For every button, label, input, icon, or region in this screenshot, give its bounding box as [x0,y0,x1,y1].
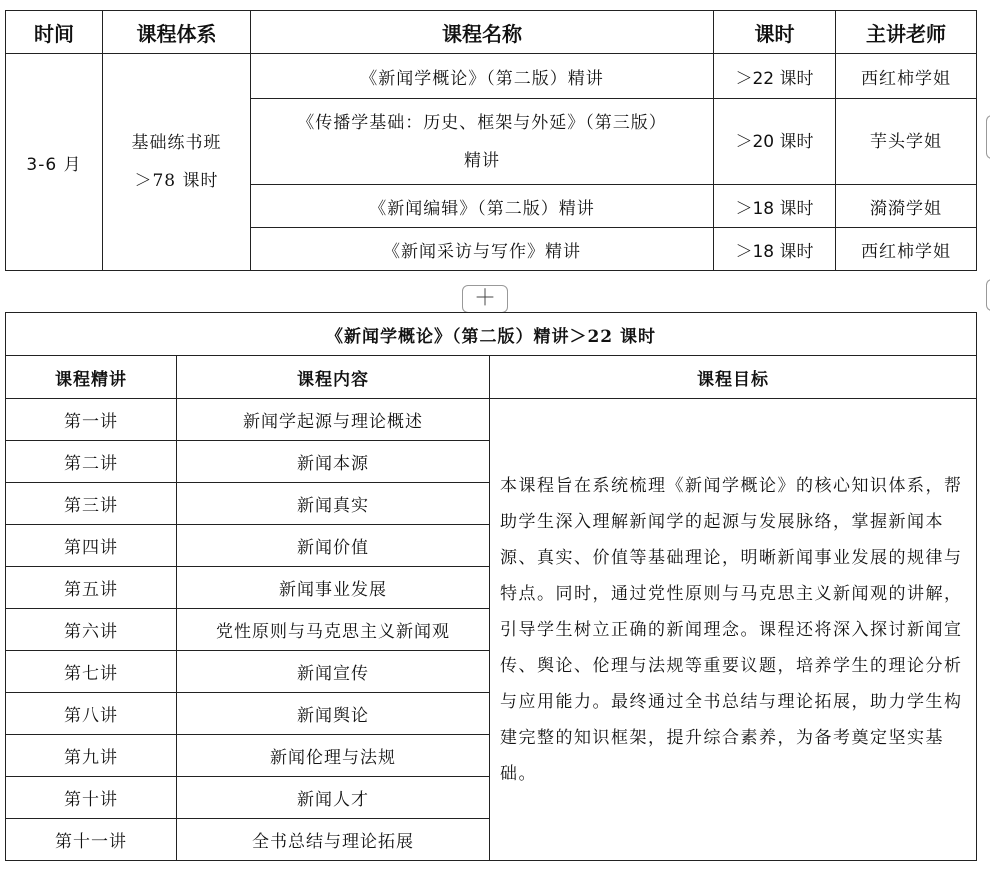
lecture-number: 第十讲 [6,777,177,819]
header-hours: 课时 [714,11,836,54]
header-course-name: 课程名称 [251,11,714,54]
lecture-content: 党性原则与马克思主义新闻观 [177,609,490,651]
lecture-content: 新闻人才 [177,777,490,819]
course-system-cell [103,54,251,271]
lecture-number: 第五讲 [6,567,177,609]
header-goal: 课程目标 [490,356,977,399]
lecture-content: 新闻舆论 [177,693,490,735]
course-name-line: 精讲 [464,150,500,171]
teacher-cell: 西红柿学姐 [836,228,977,271]
teacher-cell: 西红柿学姐 [836,54,977,99]
table-edge-handle[interactable] [986,115,990,159]
period-cell: 3-6 月 [6,54,103,271]
course-detail-table [5,312,977,861]
course-system-name: 基础练书班 [131,133,222,153]
lecture-content: 新闻宣传 [177,651,490,693]
course-system-hours: ＞78 课时 [134,171,219,191]
course-hours-cell: ＞18 课时 [714,185,836,228]
lecture-content: 新闻真实 [177,483,490,525]
course-name-cell: 《新闻学概论》（第二版）精讲 [251,54,714,99]
teacher-cell: 漪漪学姐 [836,185,977,228]
header-time: 时间 [6,11,103,54]
lecture-number: 第四讲 [6,525,177,567]
header-lecture: 课程精讲 [6,356,177,399]
lecture-number: 第二讲 [6,441,177,483]
header-teacher: 主讲老师 [836,11,977,54]
course-hours-cell: ＞22 课时 [714,54,836,99]
lecture-number: 第三讲 [6,483,177,525]
lecture-content: 全书总结与理论拓展 [177,819,490,861]
teacher-cell: 芋头学姐 [836,99,977,185]
detail-title: 《新闻学概论》（第二版）精讲＞22 课时 [6,313,977,356]
course-name-cell: 《新闻编辑》（第二版）精讲 [251,185,714,228]
add-row-button[interactable]: ＋ [462,285,508,313]
lecture-number: 第十一讲 [6,819,177,861]
header-content: 课程内容 [177,356,490,399]
table-row [6,399,977,441]
lecture-content: 新闻学起源与理论概述 [177,399,490,441]
course-goal-text: 本课程旨在系统梳理《新闻学概论》的核心知识体系，帮助学生深入理解新闻学的起源与发展脉络，掌握新闻本源、真实、价值等基础理论，明晰新闻事业发展的规律与特点。同时，通过党性原则与马克思主义新闻观的讲解，引导学生树立正确的新闻理念。课程还将深入探讨新闻宣传、舆论、伦理与法规等重要议题，培养学生的理论分析与应用能力。最终通过全书总结与理论拓展，助力学生构建完整的知识框架，提升综合素养，为备考奠定坚实基础。 [490,399,977,861]
lecture-number: 第九讲 [6,735,177,777]
lecture-number: 第六讲 [6,609,177,651]
detail-header-row [6,356,977,399]
detail-title-row [6,313,977,356]
course-hours-cell: ＞18 课时 [714,228,836,271]
lecture-number: 第八讲 [6,693,177,735]
lecture-content: 新闻伦理与法规 [177,735,490,777]
lecture-content: 新闻价值 [177,525,490,567]
course-name-cell: 《新闻采访与写作》精讲 [251,228,714,271]
course-hours-cell: ＞20 课时 [714,99,836,185]
table-edge-handle[interactable] [986,279,990,311]
table-row [6,54,977,99]
course-schedule-table [5,10,977,271]
schedule-header-row [6,11,977,54]
lecture-number: 第一讲 [6,399,177,441]
course-name-cell [251,99,714,185]
lecture-content: 新闻本源 [177,441,490,483]
lecture-number: 第七讲 [6,651,177,693]
course-name-line: 《传播学基础：历史、框架与外延》（第三版） [297,112,667,133]
header-course-system: 课程体系 [103,11,251,54]
lecture-content: 新闻事业发展 [177,567,490,609]
